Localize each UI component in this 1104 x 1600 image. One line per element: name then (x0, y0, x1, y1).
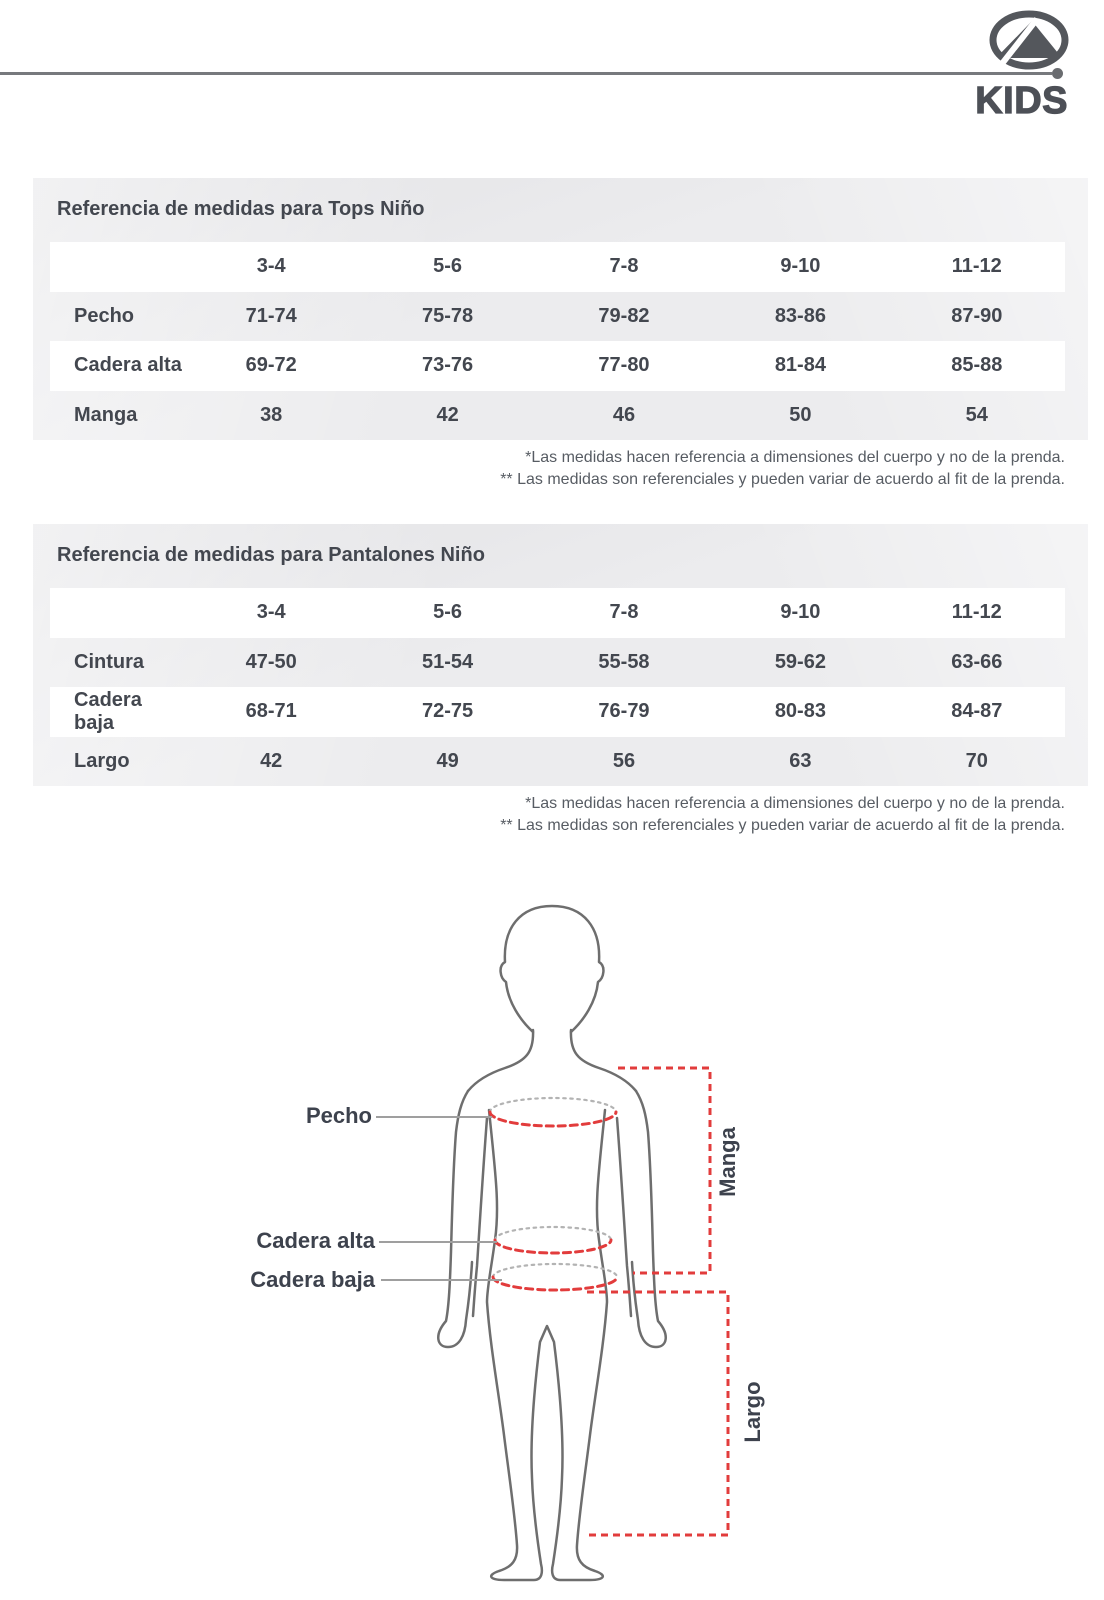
measure-cell: 76-79 (598, 700, 650, 723)
measure-cell: 72-75 (422, 700, 474, 723)
footnote-line: *Las medidas hacen referencia a dimensiones del cuerpo y no de la prenda. (525, 795, 1065, 812)
measure-cell: 79-82 (598, 304, 650, 327)
manga-label: Manga (715, 1127, 740, 1197)
measure-cell: 46 (612, 403, 636, 426)
tops-table-title: Referencia de medidas para Tops Niño (57, 198, 425, 220)
measure-cell: 56 (612, 749, 636, 772)
measure-cell: 71-74 (245, 304, 297, 327)
largo-label: Largo (740, 1381, 765, 1443)
footnote-line: *Las medidas hacen referencia a dimensiones del cuerpo y no de la prenda. (525, 449, 1065, 466)
measure-cell: 69-72 (245, 354, 297, 377)
brand-name: KIDS (975, 80, 1068, 122)
table-row-manga (50, 391, 1065, 441)
measure-cell: 73-76 (422, 354, 474, 377)
measure-cell: 42 (260, 749, 283, 772)
tops-size-card (33, 178, 1088, 440)
measure-cell: 77-80 (598, 354, 650, 377)
measure-cell: 83-86 (774, 304, 826, 327)
child-body-outline-drawing (0, 870, 1104, 1600)
table-row-cadera-alta (50, 341, 1065, 391)
size-column-header: 9-10 (780, 255, 821, 278)
size-column-header: 3-4 (256, 601, 286, 624)
size-column-header: 5-6 (433, 255, 463, 278)
row-label: Cadera alta (74, 354, 182, 377)
measure-cell: 85-88 (951, 354, 1003, 377)
measure-cell: 38 (260, 403, 283, 426)
size-column-header: 7-8 (609, 601, 639, 624)
measure-cell: 54 (965, 403, 988, 426)
measure-cell: 63-66 (951, 650, 1003, 673)
table-row-cadera-baja (50, 687, 1065, 737)
size-column-header: 7-8 (609, 255, 639, 278)
size-column-header: 11-12 (951, 255, 1002, 278)
measure-cell: 70 (965, 749, 988, 772)
size-column-header: 11-12 (951, 601, 1002, 624)
size-column-header: 9-10 (780, 601, 821, 624)
cadera-alta-label: Cadera alta (256, 1228, 375, 1253)
table-row-largo (50, 737, 1065, 787)
measure-cell: 75-78 (422, 304, 474, 327)
size-column-header: 3-4 (256, 255, 286, 278)
measure-cell: 80-83 (774, 700, 826, 723)
measure-cell: 50 (789, 403, 812, 426)
pants-size-header-row (50, 588, 1065, 638)
measure-cell: 42 (436, 403, 459, 426)
brand-mountain-logo-icon (988, 10, 1070, 75)
footnote-line: ** Las medidas son referenciales y pueden variar de acuerdo al fit de la prenda. (500, 470, 1065, 488)
cadera-baja-label: Cadera baja (250, 1267, 375, 1292)
measure-cell: 49 (436, 749, 459, 772)
measure-cell: 68-71 (245, 700, 297, 723)
measure-cell: 59-62 (774, 650, 826, 673)
measure-cell: 47-50 (245, 650, 297, 673)
measure-cell: 87-90 (951, 304, 1003, 327)
header-rule (0, 72, 1052, 75)
tops-size-header-row (50, 242, 1065, 292)
table-row-pecho (50, 292, 1065, 342)
measure-cell: 55-58 (598, 650, 650, 673)
measure-cell: 51-54 (422, 650, 474, 673)
tops-footnotes (33, 447, 1065, 490)
pants-table-title: Referencia de medidas para Pantalones Niño (57, 544, 485, 566)
pecho-label: Pecho (305, 1103, 372, 1128)
measure-cell: 81-84 (774, 354, 826, 377)
measure-cell: 63 (789, 749, 812, 772)
pants-size-card (33, 524, 1088, 786)
row-label: Cintura (74, 650, 144, 673)
table-row-cintura (50, 638, 1065, 688)
row-label: Manga (74, 403, 138, 426)
row-label: Largo (74, 749, 130, 772)
row-label: Pecho (74, 304, 135, 327)
pants-footnotes (33, 793, 1065, 836)
row-label: Cadera baja (74, 688, 142, 734)
body-measurement-diagram (0, 870, 1104, 1600)
measure-cell: 84-87 (951, 700, 1003, 723)
size-column-header: 5-6 (433, 601, 463, 624)
footnote-line: ** Las medidas son referenciales y pueden variar de acuerdo al fit de la prenda. (500, 816, 1065, 834)
